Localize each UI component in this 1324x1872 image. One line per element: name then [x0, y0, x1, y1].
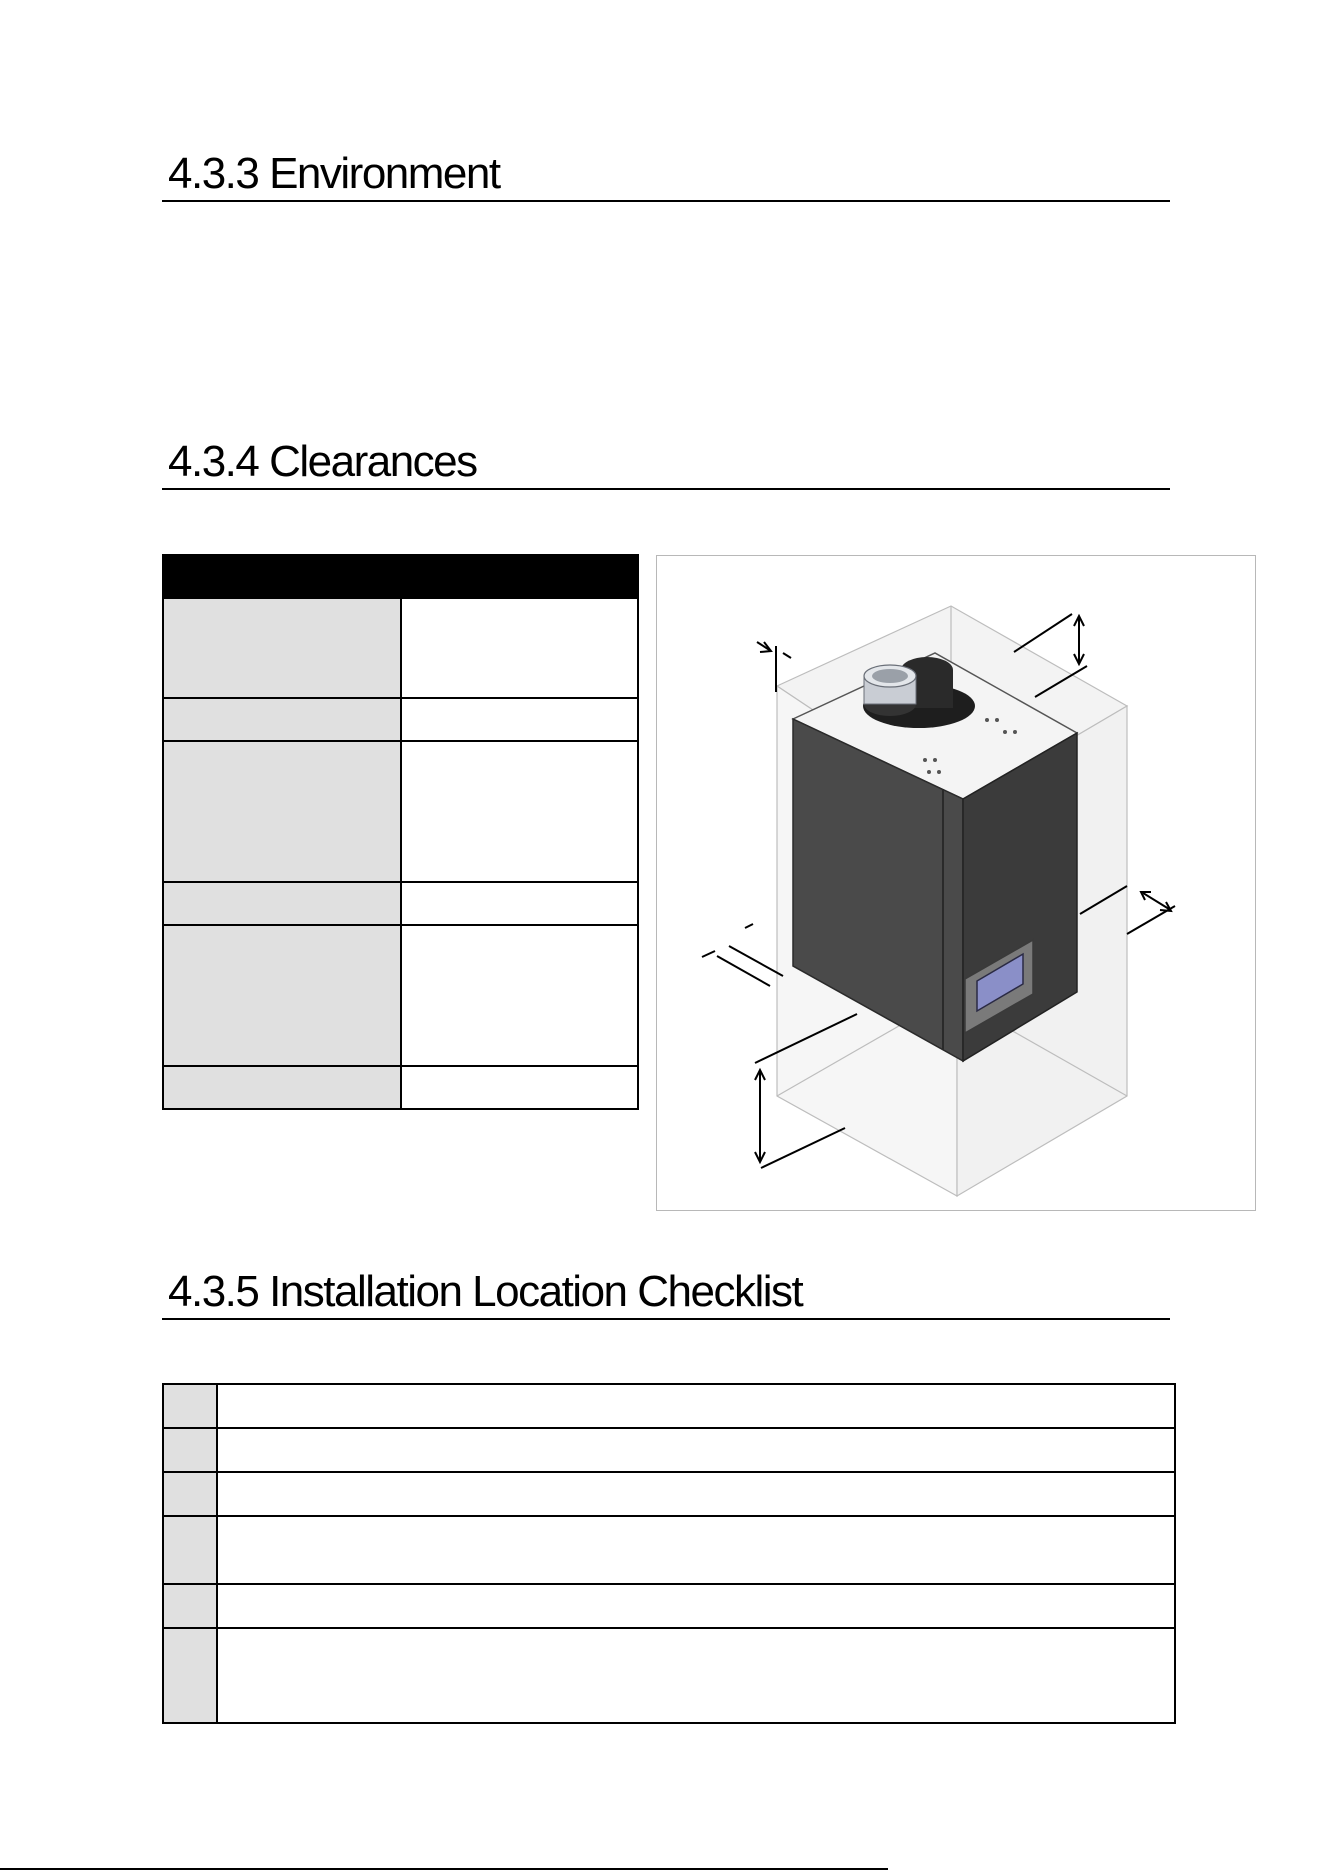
clearance-diagram — [656, 555, 1256, 1211]
checklist-item-text — [217, 1472, 1175, 1516]
table-row — [163, 598, 638, 698]
checkbox-cell[interactable] — [163, 1472, 217, 1516]
table-row — [163, 741, 638, 882]
checklist-item-text — [217, 1628, 1175, 1723]
checklist-item-text — [217, 1384, 1175, 1428]
clearance-diagram-drawing — [657, 556, 1257, 1212]
section-title-environment: 4.3.3 Environment — [162, 152, 1170, 202]
list-item — [163, 1472, 1175, 1516]
clearance-value — [401, 882, 639, 925]
clearance-label — [163, 698, 401, 741]
table-row — [163, 698, 638, 741]
clearances-table-header-cell — [163, 555, 638, 598]
table-row — [163, 882, 638, 925]
list-item — [163, 1428, 1175, 1472]
checklist-item-text — [217, 1516, 1175, 1584]
checkbox-cell[interactable] — [163, 1516, 217, 1584]
clearances-table-header — [163, 555, 638, 598]
clearance-label — [163, 741, 401, 882]
clearance-value — [401, 925, 639, 1066]
clearance-value — [401, 698, 639, 741]
clearance-label — [163, 1066, 401, 1109]
footer-rule — [0, 1868, 888, 1870]
clearance-label — [163, 925, 401, 1066]
list-item — [163, 1384, 1175, 1428]
section-title-clearances: 4.3.4 Clearances — [162, 440, 1170, 490]
clearances-table — [162, 554, 639, 1110]
table-row — [163, 925, 638, 1066]
clearance-label — [163, 598, 401, 698]
list-item — [163, 1628, 1175, 1723]
clearance-value — [401, 741, 639, 882]
installation-checklist — [162, 1383, 1176, 1724]
list-item — [163, 1516, 1175, 1584]
checklist-item-text — [217, 1428, 1175, 1472]
clearance-value — [401, 1066, 639, 1109]
section-title-checklist: 4.3.5 Installation Location Checklist — [162, 1270, 1170, 1320]
table-row — [163, 1066, 638, 1109]
checkbox-cell[interactable] — [163, 1584, 217, 1628]
checkbox-cell[interactable] — [163, 1628, 217, 1723]
checklist-item-text — [217, 1584, 1175, 1628]
clearance-value — [401, 598, 639, 698]
checkbox-cell[interactable] — [163, 1428, 217, 1472]
checkbox-cell[interactable] — [163, 1384, 217, 1428]
list-item — [163, 1584, 1175, 1628]
clearance-label — [163, 882, 401, 925]
